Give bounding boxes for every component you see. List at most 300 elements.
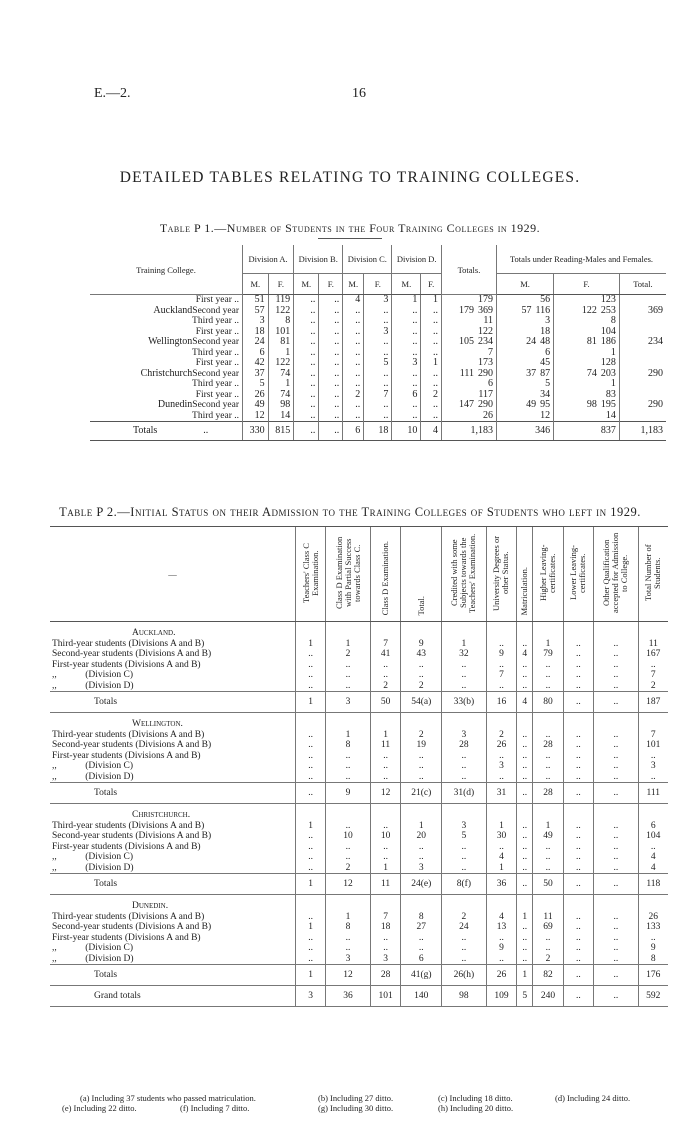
data-cell: .. (442, 842, 487, 853)
cell-value: .. (432, 346, 438, 358)
data-cell (619, 316, 666, 327)
data-cell: 4 (486, 852, 517, 863)
data-cell: .. (533, 943, 564, 954)
cell-value: 1 (432, 357, 438, 368)
year-label: Second year (192, 400, 239, 410)
data-cell: .. (326, 660, 371, 671)
cell-value: .. (432, 336, 438, 347)
data-cell: 10 (326, 831, 371, 842)
data-cell (343, 316, 364, 327)
table-p2-caption: Table P 2.—Initial Status on their Admission to the Training Colleges of Students who left in 1929. (59, 505, 641, 519)
table-row (50, 933, 668, 944)
data-cell (343, 327, 364, 338)
section-name: Christchurch. (132, 810, 191, 820)
data-cell: .. (296, 772, 326, 783)
total-cell: 12 (370, 783, 401, 804)
grand-total-cell: 101 (370, 986, 401, 1007)
data-cell: 2 (401, 681, 442, 692)
cell-value: 128 (600, 357, 616, 368)
data-cell: 133 (638, 922, 668, 933)
data-cell: .. (533, 842, 564, 853)
table-row (50, 730, 668, 741)
data-cell: 3 (442, 730, 487, 741)
data-cell: .. (296, 954, 326, 965)
totals-label: Totals (133, 424, 158, 436)
data-cell: 9 (486, 943, 517, 954)
row-label: First-year students (Divisions A and B) (52, 932, 201, 943)
total-cell: 4 (517, 692, 533, 713)
table-row (90, 337, 666, 348)
total-cell: 1,183 (619, 422, 666, 441)
data-cell (319, 411, 343, 422)
sub-f: F. (319, 274, 343, 295)
cell-value: 11 (483, 315, 493, 326)
cell-value: .. (334, 325, 340, 337)
empty-cell (442, 804, 487, 821)
data-cell: .. (594, 933, 639, 944)
total-cell: 837 (554, 422, 620, 441)
table-p1 (90, 245, 666, 441)
data-cell: 1 (296, 821, 326, 832)
row-label: ,, (Division D) (52, 771, 134, 782)
grand-total-cell: 98 (442, 986, 487, 1007)
cell-value: 7 (487, 346, 493, 358)
data-cell (421, 327, 442, 338)
cell-value: .. (432, 409, 438, 421)
data-cell: .. (442, 933, 487, 944)
data-cell (421, 337, 442, 348)
data-cell: .. (370, 852, 401, 863)
table-row (50, 761, 668, 772)
row-label: ,, (Division C) (52, 852, 134, 862)
data-cell: .. (517, 730, 533, 741)
column-header-text: Higher Leaving-certificates. (538, 544, 557, 602)
cell-value: 37 (526, 367, 537, 379)
data-cell: .. (517, 639, 533, 650)
page-number: 16 (352, 86, 366, 101)
data-cell: .. (533, 761, 564, 772)
table-row (90, 316, 666, 327)
cell-value: 101 (275, 325, 291, 337)
data-cell: 1 (401, 821, 442, 832)
group-sum: 87 (540, 367, 551, 379)
col-reading-totals: Totals under Reading-Males and Females. (496, 245, 666, 274)
empty-cell (517, 804, 533, 821)
cell-value: 111 (459, 367, 474, 379)
cell-value: .. (412, 399, 418, 410)
empty-cell (326, 895, 371, 912)
cell-value: 74 (586, 367, 597, 379)
data-cell (343, 295, 364, 306)
data-cell: .. (638, 933, 668, 944)
cell-value: .. (310, 388, 316, 400)
cell-value: .. (432, 304, 438, 316)
data-cell: 167 (638, 649, 668, 660)
caption-rule (318, 238, 382, 239)
empty-cell (326, 622, 371, 639)
college-total: 290 (648, 367, 663, 379)
footnote-h: (h) Including 20 ditto. (438, 1103, 514, 1113)
cell-value: 179 (458, 304, 474, 316)
data-cell: .. (594, 912, 639, 923)
data-cell: 2 (442, 912, 487, 923)
data-cell: .. (563, 954, 593, 965)
data-cell: .. (594, 863, 639, 874)
cell-value: .. (383, 315, 389, 326)
table-row (50, 852, 668, 863)
college-cell (90, 358, 243, 369)
data-cell: 1 (486, 863, 517, 874)
data-cell: .. (594, 922, 639, 933)
data-cell: .. (326, 681, 371, 692)
data-cell: .. (296, 933, 326, 944)
group-sum: 195 (600, 399, 616, 410)
table-row (90, 295, 666, 306)
data-cell: 8 (401, 912, 442, 923)
section-name: Wellington. (132, 719, 183, 729)
cell-value: .. (334, 304, 340, 316)
cell-value: .. (383, 378, 389, 389)
total-cell: .. (563, 783, 593, 804)
group-sum: 369 (477, 304, 493, 316)
cell-value: .. (334, 346, 340, 358)
column-header-text: Lower Leaving-certificates. (568, 545, 588, 601)
data-cell: .. (296, 730, 326, 741)
column-header (442, 527, 487, 622)
cell-value: 173 (477, 357, 493, 368)
table-row (50, 670, 668, 681)
total-cell: .. (594, 692, 639, 713)
col-totals: Totals. (441, 245, 496, 295)
empty-cell (370, 713, 401, 730)
data-cell (343, 390, 364, 401)
cell-value: 12 (540, 409, 551, 421)
data-cell: .. (486, 842, 517, 853)
totals-label-cell (50, 965, 296, 986)
total-cell: 82 (533, 965, 564, 986)
data-cell: 3 (370, 954, 401, 965)
data-cell (421, 369, 442, 380)
cell-value: .. (310, 357, 316, 368)
college-cell (90, 369, 243, 380)
total-cell: 31(d) (442, 783, 487, 804)
table-row (90, 348, 666, 359)
cell-value: 3 (412, 357, 418, 368)
year-label: Third year .. (192, 410, 239, 421)
data-cell (619, 348, 666, 359)
data-cell: 2 (401, 730, 442, 741)
cell-value: .. (383, 367, 389, 379)
row-label: Third-year students (Divisions A and B) (52, 729, 205, 740)
cell-value: .. (355, 357, 361, 368)
total-cell: 31 (486, 783, 517, 804)
data-cell (343, 369, 364, 380)
cell-value: 147 (458, 399, 474, 410)
section-header-row (50, 622, 668, 639)
empty-cell (563, 713, 593, 730)
data-cell: .. (594, 740, 639, 751)
data-cell: 1 (533, 639, 564, 650)
cell-value: .. (355, 304, 361, 316)
cell-value: 14 (605, 409, 616, 421)
total-cell: .. (296, 783, 326, 804)
data-cell: 3 (442, 821, 487, 832)
column-header-text: Other Qualification accepted for Admission to College. (601, 532, 630, 614)
cell-value: 24 (526, 336, 537, 347)
footnote-b: (b) Including 27 ditto. (318, 1093, 394, 1103)
cell-value: .. (412, 346, 418, 358)
cell-value: 6 (545, 346, 551, 358)
data-cell (554, 411, 620, 422)
section-cell (50, 622, 296, 639)
data-cell (619, 411, 666, 422)
cell-value: .. (432, 399, 438, 410)
total-cell: .. (594, 874, 639, 895)
data-cell: 8 (638, 954, 668, 965)
data-cell (343, 379, 364, 390)
data-cell: 8 (326, 740, 371, 751)
data-cell: 1 (486, 821, 517, 832)
total-cell: 36 (486, 874, 517, 895)
cell-value: 37 (254, 367, 265, 379)
cell-value: 104 (600, 325, 616, 337)
data-cell: .. (563, 842, 593, 853)
total-cell: .. (563, 874, 593, 895)
data-cell: .. (517, 831, 533, 842)
column-header (370, 527, 401, 622)
column-header (533, 527, 564, 622)
totals-label-cell (50, 692, 296, 713)
cell-value: 1 (285, 378, 291, 389)
data-cell (421, 358, 442, 369)
data-cell: .. (401, 660, 442, 671)
data-cell (294, 411, 319, 422)
table-row (50, 922, 668, 933)
data-cell: .. (563, 933, 593, 944)
data-cell: .. (533, 772, 564, 783)
table-row (50, 681, 668, 692)
cell-value: 1 (610, 378, 616, 389)
cell-value: .. (383, 409, 389, 421)
data-cell: .. (442, 852, 487, 863)
section-header-row (50, 713, 668, 730)
cell-value: 3 (383, 325, 389, 337)
empty-cell (370, 622, 401, 639)
empty-cell (401, 713, 442, 730)
cell-value: .. (310, 294, 316, 305)
cell-value: .. (310, 315, 316, 326)
grand-totals-label: Grand totals (94, 990, 141, 1001)
empty-cell (638, 622, 668, 639)
totals-label-cell (50, 874, 296, 895)
data-cell: .. (401, 933, 442, 944)
data-cell: .. (296, 852, 326, 863)
college-name: Dunedin (157, 399, 193, 410)
cell-value: .. (334, 409, 340, 421)
cell-value: .. (412, 378, 418, 389)
data-cell: .. (638, 842, 668, 853)
cell-value: 123 (600, 294, 616, 305)
data-cell: .. (563, 772, 593, 783)
data-cell: .. (486, 681, 517, 692)
grand-total-cell: 140 (401, 986, 442, 1007)
data-cell: .. (326, 751, 371, 762)
data-cell (421, 306, 442, 317)
total-cell: 12 (326, 874, 371, 895)
data-cell: 8 (326, 922, 371, 933)
data-cell: 43 (401, 649, 442, 660)
column-header (296, 527, 326, 622)
data-cell (619, 306, 666, 317)
data-cell: 1 (533, 821, 564, 832)
cell-value: 34 (540, 388, 551, 400)
data-cell: .. (296, 751, 326, 762)
table-row (50, 954, 668, 965)
column-header-text: Matriculation. (519, 566, 530, 615)
column-header-text: Class D Examination. (380, 540, 391, 615)
data-cell: .. (563, 761, 593, 772)
data-cell: 4 (638, 863, 668, 874)
table-row (50, 943, 668, 954)
group-sum: 234 (477, 336, 493, 347)
row-label: First-year students (Divisions A and B) (52, 841, 201, 852)
table-row (50, 831, 668, 842)
totals-label: Totals (94, 969, 118, 980)
group-sum: 253 (600, 304, 616, 316)
empty-cell (442, 713, 487, 730)
data-cell: 101 (638, 740, 668, 751)
section-name: Auckland. (132, 628, 176, 638)
empty-cell (401, 804, 442, 821)
cell-value: 81 (280, 336, 291, 347)
data-cell: .. (296, 912, 326, 923)
data-cell (343, 306, 364, 317)
empty-cell (533, 804, 564, 821)
data-cell: .. (533, 660, 564, 671)
data-cell (496, 411, 553, 422)
cell-value: 2 (432, 388, 438, 400)
data-cell: .. (594, 761, 639, 772)
data-cell: .. (594, 954, 639, 965)
grand-total-cell: 36 (326, 986, 371, 1007)
data-cell: 9 (638, 943, 668, 954)
total-cell: 815 (268, 422, 294, 441)
total-cell: 80 (533, 692, 564, 713)
data-cell: 19 (401, 740, 442, 751)
data-cell: .. (594, 639, 639, 650)
empty-cell (370, 895, 401, 912)
table-row (50, 912, 668, 923)
data-cell: 11 (533, 912, 564, 923)
data-cell: 30 (486, 831, 517, 842)
cell-value: .. (334, 378, 340, 389)
cell-value: .. (432, 315, 438, 326)
table-row (50, 821, 668, 832)
totals-label: Totals (94, 696, 118, 707)
cell-value: .. (310, 346, 316, 358)
data-cell: 2 (370, 681, 401, 692)
row-label: ,, (Division D) (52, 953, 134, 964)
group-sum: 203 (600, 367, 616, 379)
college-cell (90, 337, 243, 348)
col-status-dash: — (50, 527, 296, 622)
total-cell: 4 (421, 422, 442, 441)
cell-value: 122 (275, 304, 291, 316)
total-cell: 54(a) (401, 692, 442, 713)
data-cell: 2 (533, 954, 564, 965)
total-cell: 330 (243, 422, 269, 441)
total-cell: 26(h) (442, 965, 487, 986)
data-cell: 3 (401, 863, 442, 874)
column-header-text: Credited with some Subjects towards the Teachers' Examination. (449, 533, 478, 613)
total-cell: .. (563, 965, 593, 986)
data-cell: 1 (326, 912, 371, 923)
data-cell: .. (594, 670, 639, 681)
row-label: Second-year students (Divisions A and B) (52, 922, 212, 932)
cell-value: 119 (275, 294, 291, 305)
data-cell: 11 (638, 639, 668, 650)
total-cell: 6 (343, 422, 364, 441)
column-header-text: Class D Examination with Partial Success towards Class C. (333, 536, 362, 610)
data-cell: 10 (370, 831, 401, 842)
data-cell: .. (594, 660, 639, 671)
total-cell: 346 (496, 422, 553, 441)
cell-value: 74 (280, 367, 291, 379)
data-cell: .. (326, 933, 371, 944)
grand-total-cell: 3 (296, 986, 326, 1007)
college-cell (90, 348, 243, 359)
col-division-c: Division C. (343, 245, 392, 274)
data-cell (343, 358, 364, 369)
data-cell: 1 (370, 730, 401, 741)
cell-value: .. (310, 367, 316, 379)
data-cell: .. (517, 681, 533, 692)
year-label: First year .. (195, 358, 239, 368)
col-division-d: Division D. (392, 245, 442, 274)
data-cell: 7 (370, 912, 401, 923)
column-header (401, 527, 442, 622)
data-cell: .. (594, 649, 639, 660)
empty-cell (594, 804, 639, 821)
data-cell: .. (517, 660, 533, 671)
data-cell (343, 348, 364, 359)
data-cell: 9 (486, 649, 517, 660)
col-training-college: Training College. (90, 245, 243, 295)
group-sum: 186 (600, 336, 616, 347)
row-label: ,, (Division D) (52, 862, 134, 873)
year-label: Third year .. (192, 347, 239, 358)
cell-value: .. (310, 304, 316, 316)
data-cell: .. (401, 852, 442, 863)
grand-total-cell: .. (594, 986, 639, 1007)
data-cell: .. (563, 831, 593, 842)
data-cell: .. (401, 943, 442, 954)
cell-value: 6 (412, 388, 418, 400)
data-cell: .. (442, 681, 487, 692)
cell-value: .. (334, 399, 340, 410)
data-cell: 18 (370, 922, 401, 933)
data-cell: .. (563, 922, 593, 933)
data-cell: .. (594, 821, 639, 832)
cell-value: 4 (355, 294, 361, 305)
grand-totals-row (50, 986, 668, 1007)
data-cell: 11 (370, 740, 401, 751)
data-cell: 7 (486, 670, 517, 681)
data-cell: .. (563, 649, 593, 660)
data-cell (554, 306, 620, 317)
data-cell: 9 (401, 639, 442, 650)
data-cell: .. (517, 751, 533, 762)
